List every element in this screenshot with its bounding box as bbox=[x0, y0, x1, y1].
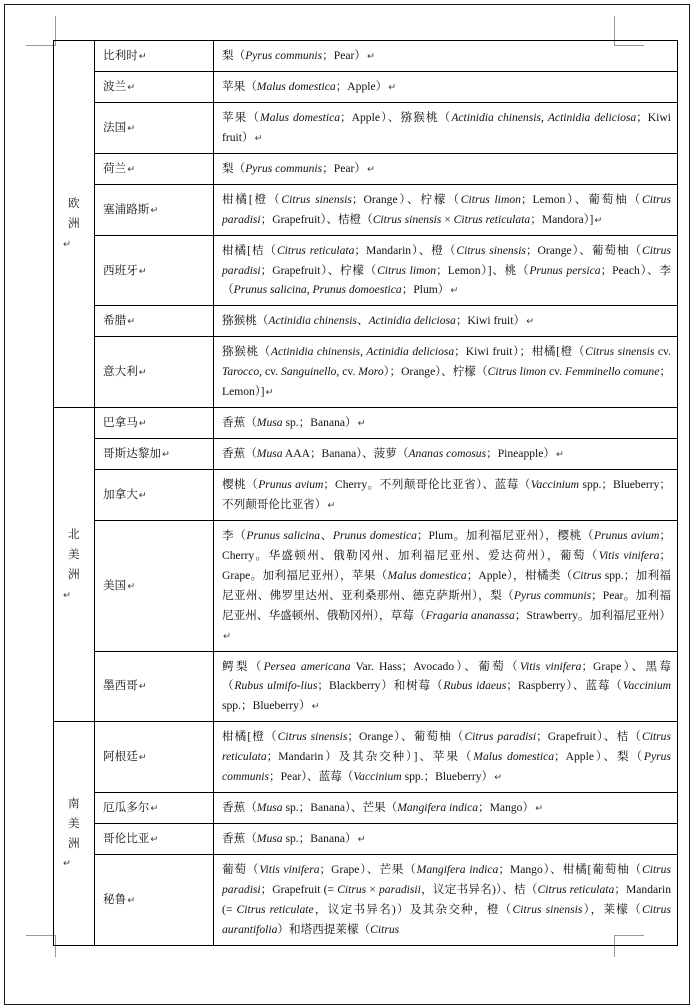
paragraph-mark: ↵ bbox=[150, 204, 159, 216]
fruit-detail-text: 樱桃（Prunus avium；Cherry。不列颠哥伦比亚省）、蓝莓（Vaccinium spp.；Blueberry；不列颠哥伦比亚省） bbox=[222, 478, 671, 511]
paragraph-mark: ↵ bbox=[161, 449, 170, 461]
country-cell bbox=[95, 855, 214, 946]
fruit-detail-text: 柑橘[橙（Citrus sinensis；Orange）、柠檬（Citrus limon；Lemon）、葡萄柚（Citrus paradisi；Grapefruit）、桔橙（Citrus sinensis × Citrus reticulata；Mandora）] bbox=[222, 192, 671, 226]
paragraph-mark: ↵ bbox=[127, 316, 136, 328]
fruit-detail-cell bbox=[214, 41, 678, 72]
paragraph-mark: ↵ bbox=[494, 772, 503, 784]
country-label: 意大利 bbox=[103, 365, 138, 379]
country-label: 哥伦比亚 bbox=[103, 832, 150, 846]
paragraph-mark: ↵ bbox=[150, 803, 159, 815]
fruit-detail-cell bbox=[214, 439, 678, 470]
paragraph-mark: ↵ bbox=[556, 449, 564, 461]
table-row bbox=[54, 153, 678, 184]
country-label: 厄瓜多尔 bbox=[103, 801, 150, 815]
country-cell bbox=[95, 793, 214, 824]
country-cell bbox=[95, 102, 214, 153]
fruit-detail-cell bbox=[214, 651, 678, 722]
country-cell bbox=[95, 439, 214, 470]
country-cell bbox=[95, 520, 214, 651]
fruit-detail-cell bbox=[214, 520, 678, 651]
paragraph-mark: ↵ bbox=[127, 163, 136, 175]
fruit-detail-cell bbox=[214, 102, 678, 153]
fruit-detail-text: 梨（Pyrus communis；Pear） bbox=[222, 49, 366, 62]
country-cell bbox=[95, 651, 214, 722]
paragraph-mark: ↵ bbox=[357, 418, 366, 430]
paragraph-mark: ↵ bbox=[63, 589, 71, 601]
continent-cell bbox=[54, 41, 95, 408]
country-cell bbox=[95, 235, 214, 306]
country-label: 美国 bbox=[103, 578, 127, 592]
country-cell bbox=[95, 824, 214, 855]
fruit-detail-text: 香蕉（Musa AAA；Banana）、菠萝（Ananas comosus；Pineapple） bbox=[222, 447, 555, 461]
country-label: 荷兰 bbox=[103, 161, 127, 175]
fruit-detail-cell bbox=[214, 824, 678, 855]
fruit-detail-cell bbox=[214, 793, 678, 824]
continent-cell bbox=[54, 408, 95, 722]
fruit-detail-text: 梨（Pyrus communis；Pear） bbox=[222, 161, 366, 175]
fruit-detail-text: 葡萄（Vitis vinifera；Grape）、芒果（Mangifera indica；Mango）、柑橘[葡萄柚（Citrus paradisi；Grapefruit (= Citrus × paradisii，议定书异名)）、桔（Citrus reticulata；Mandarin (= Citrus reticulate，议定书异名)）及其杂交种，橙（Citrus sinensis），莱檬（Citrus aurantifolia）和塔西提莱檬（Citrus bbox=[222, 863, 672, 936]
continent-label: 南美洲 bbox=[68, 796, 80, 850]
paragraph-mark: ↵ bbox=[254, 132, 263, 144]
paragraph-mark: ↵ bbox=[526, 316, 535, 328]
paragraph-mark: ↵ bbox=[535, 803, 544, 815]
table-row bbox=[54, 470, 678, 521]
table-row bbox=[54, 184, 678, 235]
fruit-detail-text: 香蕉（Musa sp.；Banana） bbox=[222, 832, 357, 846]
fruit-origin-table bbox=[53, 40, 678, 946]
country-label: 秘鲁 bbox=[103, 892, 127, 906]
paragraph-mark: ↵ bbox=[138, 51, 147, 62]
paragraph-mark: ↵ bbox=[138, 418, 147, 430]
paragraph-mark: ↵ bbox=[127, 580, 136, 592]
table-row bbox=[54, 337, 678, 408]
country-cell bbox=[95, 71, 214, 102]
table-row bbox=[54, 793, 678, 824]
country-label: 比利时 bbox=[103, 49, 138, 62]
table-row bbox=[54, 71, 678, 102]
paragraph-mark: ↵ bbox=[138, 681, 147, 693]
paragraph-mark: ↵ bbox=[63, 858, 71, 870]
fruit-detail-text: 柑橘[橙（Citrus sinensis；Orange）、葡萄柚（Citrus paradisi；Grapefruit）、桔（Citrus reticulata；Mandarin）及其杂交种）]、苹果（Malus domestica；Apple）、梨（Pyrus communis；Pear）、蓝莓（Vaccinium spp.；Blueberry） bbox=[222, 730, 671, 784]
fruit-detail-text: 香蕉（Musa sp.；Banana） bbox=[222, 416, 357, 430]
country-label: 阿根廷 bbox=[103, 750, 138, 764]
table-row bbox=[54, 651, 678, 722]
paragraph-mark: ↵ bbox=[265, 387, 274, 399]
table-row bbox=[54, 102, 678, 153]
country-label: 塞浦路斯 bbox=[103, 202, 150, 216]
continent-label: 北美洲 bbox=[68, 527, 80, 581]
fruit-detail-text: 猕猴桃（Actinidia chinensis, Actinidia deliciosa；Kiwi fruit）；柑橘[橙（Citrus sinensis cv. Tarocco, cv. Sanguinello, cv. Moro）；Orange）、柠檬（Citrus limon cv. Femminello comune；Lemon）] bbox=[222, 345, 671, 399]
paragraph-mark: ↵ bbox=[63, 239, 71, 251]
country-label: 哥斯达黎加 bbox=[103, 447, 161, 461]
paragraph-mark: ↵ bbox=[138, 752, 147, 764]
table-row bbox=[54, 855, 678, 946]
paragraph-mark: ↵ bbox=[138, 265, 147, 277]
fruit-detail-text: 鳄梨（Persea americana Var. Hass；Avocado）、葡萄（Vitis vinifera；Grape）、黑莓（Rubus ulmifo-lius；Blackberry）和树莓（Rubus idaeus；Raspberry）、蓝莓（Vaccinium spp.；Blueberry） bbox=[222, 659, 671, 713]
paragraph-mark: ↵ bbox=[450, 285, 459, 297]
country-cell bbox=[95, 41, 214, 72]
fruit-detail-text: 香蕉（Musa sp.；Banana）、芒果（Mangifera indica；Mango） bbox=[222, 801, 535, 815]
fruit-detail-cell bbox=[214, 337, 678, 408]
fruit-detail-text: 苹果（Malus domestica；Apple）、猕猴桃（Actinidia chinensis, Actinidia deliciosa；Kiwi fruit） bbox=[222, 110, 671, 144]
continent-label: 欧洲 bbox=[68, 197, 80, 231]
crop-mark-top-left bbox=[26, 16, 56, 46]
country-cell bbox=[95, 306, 214, 337]
table-row bbox=[54, 306, 678, 337]
fruit-detail-cell bbox=[214, 470, 678, 521]
fruit-detail-cell bbox=[214, 722, 678, 793]
fruit-detail-cell bbox=[214, 306, 678, 337]
country-label: 巴拿马 bbox=[103, 416, 138, 430]
paragraph-mark: ↵ bbox=[127, 894, 136, 906]
paragraph-mark: ↵ bbox=[138, 367, 147, 379]
paragraph-mark: ↵ bbox=[366, 163, 375, 175]
paragraph-mark: ↵ bbox=[327, 499, 336, 511]
paragraph-mark: ↵ bbox=[150, 834, 159, 846]
paragraph-mark: ↵ bbox=[223, 630, 231, 642]
paragraph-mark: ↵ bbox=[311, 701, 320, 713]
paragraph-mark: ↵ bbox=[388, 81, 397, 93]
fruit-detail-cell bbox=[214, 184, 678, 235]
paragraph-mark: ↵ bbox=[127, 122, 136, 134]
crop-mark-bottom-left bbox=[26, 935, 56, 965]
paragraph-mark: ↵ bbox=[366, 51, 375, 62]
table-row bbox=[54, 722, 678, 793]
paragraph-mark: ↵ bbox=[594, 214, 603, 226]
country-label: 加拿大 bbox=[103, 487, 138, 501]
table-row bbox=[54, 439, 678, 470]
fruit-detail-cell bbox=[214, 235, 678, 306]
table-row bbox=[54, 408, 678, 439]
fruit-detail-cell bbox=[214, 855, 678, 946]
fruit-detail-cell bbox=[214, 408, 678, 439]
fruit-detail-text: 猕猴桃（Actinidia chinensis、Actinidia deliciosa；Kiwi fruit） bbox=[222, 314, 526, 328]
table-row bbox=[54, 41, 678, 72]
table-row bbox=[54, 520, 678, 651]
fruit-detail-cell bbox=[214, 153, 678, 184]
continent-cell bbox=[54, 722, 95, 945]
country-label: 波兰 bbox=[103, 79, 127, 93]
paragraph-mark: ↵ bbox=[357, 834, 366, 846]
country-cell bbox=[95, 153, 214, 184]
table-row bbox=[54, 824, 678, 855]
country-cell bbox=[95, 722, 214, 793]
paragraph-mark: ↵ bbox=[127, 81, 136, 93]
country-cell bbox=[95, 408, 214, 439]
table-row bbox=[54, 235, 678, 306]
country-label: 希腊 bbox=[103, 314, 127, 328]
paragraph-mark: ↵ bbox=[138, 489, 147, 501]
page-bottom-clip bbox=[0, 957, 694, 1005]
country-label: 法国 bbox=[103, 120, 127, 134]
fruit-detail-text: 柑橘[桔（Citrus reticulata；Mandarin）、橙（Citrus sinensis；Orange）、葡萄柚（Citrus paradisi；Grapefruit）、柠檬（Citrus limon；Lemon）]、桃（Prunus persica；Peach）、李（Prunus salicina, Prunus domoestica；Plum） bbox=[222, 243, 671, 297]
fruit-detail-text: 李（Prunus salicina、Prunus domestica；Plum。加利福尼亚州），樱桃（Prunus avium；Cherry。华盛顿州、俄勒冈州、加利福尼亚州、爱达荷州），葡萄（Vitis vinifera；Grape。加利福尼亚州），苹果（Malus domestica；Apple），柑橘类（Citrus spp.；加利福尼亚州、佛罗里达州、亚利桑那州、德克萨斯州），梨（Pyrus communis；Pear。加利福尼亚州、华盛顿州、俄勒冈州），草莓（Fragaria ananassa；Strawberry。加利福尼亚州） bbox=[222, 528, 672, 622]
country-label: 墨西哥 bbox=[103, 679, 138, 693]
fruit-detail-cell bbox=[214, 71, 678, 102]
fruit-detail-text: 苹果（Malus domestica；Apple） bbox=[222, 79, 388, 93]
country-label: 西班牙 bbox=[103, 263, 138, 277]
country-cell bbox=[95, 470, 214, 521]
country-cell bbox=[95, 337, 214, 408]
country-cell bbox=[95, 184, 214, 235]
